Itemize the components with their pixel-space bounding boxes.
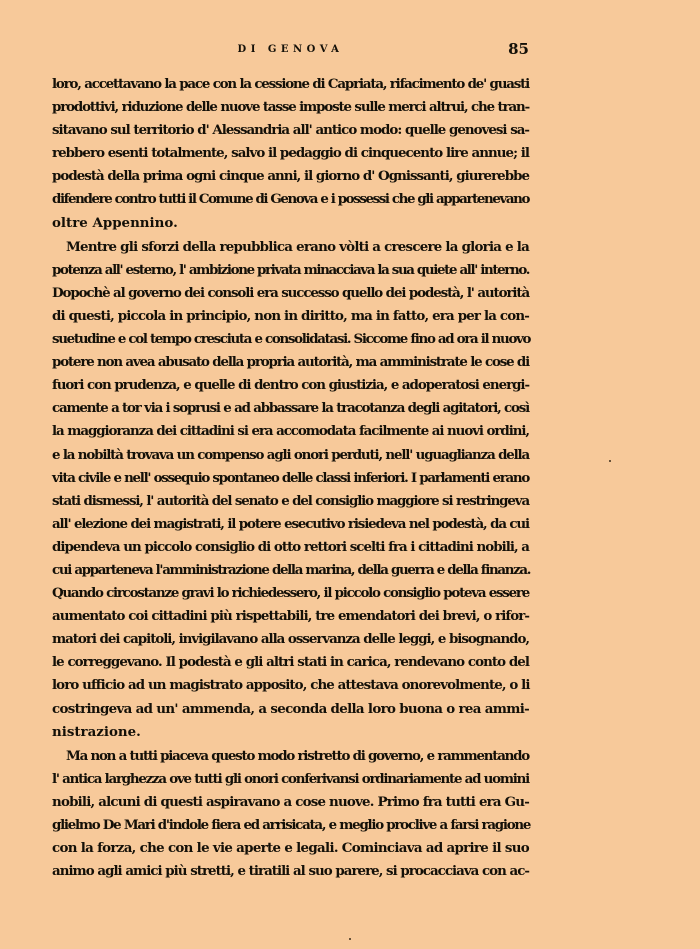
text-line: loro ufficio ad un magistrato apposito, che attestava onorevolmente, o li <box>52 677 530 694</box>
text-line: oltre Appennino. <box>52 214 178 231</box>
text-line: podestà della prima ogni cinque anni, il giorno d' Ognissanti, giurerebbe <box>52 168 530 185</box>
text-line: nistrazione. <box>52 723 141 740</box>
text-line: camente a tor via i soprusi e ad abbassare la tracotanza degli agitatori, così <box>52 400 529 417</box>
text-line: suetudine e col tempo cresciuta e consolidatasi. Siccome fino ad ora il nuovo <box>52 331 531 348</box>
text-line: Ma non a tutti piaceva questo modo ristretto di governo, e rammentando <box>66 747 529 764</box>
text-line: dipendeva un piccolo consiglio di otto rettori scelti fra i cittadini nobili, a <box>52 538 529 555</box>
body-text <box>52 73 529 883</box>
text-line: Mentre gli sforzi della repubblica erano vòlti a crescere la gloria e la <box>66 238 529 255</box>
text-line: Quando circostanze gravi lo richiedessero, il piccolo consiglio poteva essere <box>52 585 529 602</box>
text-line: fuori con prudenza, e quelle di dentro con giustizia, e adoperatosi energi- <box>52 377 529 394</box>
paragraph-3 <box>52 745 529 884</box>
text-line: costringeva ad un' ammenda, a seconda della loro buona o rea ammi- <box>52 700 530 717</box>
text-line: le correggevano. Il podestà e gli altri stati in carica, rendevano conto del <box>52 654 529 671</box>
text-line: prodottivi, riduzione delle nuove tasse imposte sulle merci altrui, che tran- <box>52 99 530 116</box>
text-line: matori dei capitoli, invigilavano alla osservanza delle leggi, e bisognando, <box>52 631 530 648</box>
text-line: la maggioranza dei cittadini si era accomodata facilmente ai nuovi ordini, <box>52 423 530 440</box>
scan-speck <box>609 460 611 462</box>
text-line: glielmo De Mari d'indole fiera ed arrisicata, e meglio proclive a farsi ragione <box>52 817 531 833</box>
text-line: rebbero esenti totalmente, salvo il pedaggio di cinquecento lire annue; il <box>52 145 530 162</box>
running-head <box>52 40 529 62</box>
text-line: nobili, alcuni di questi aspiravano a cose nuove. Primo fra tutti era Gu- <box>52 793 530 810</box>
paragraph-1 <box>52 73 529 235</box>
text-line: stati dismessi, l' autorità del senato e del consiglio maggiore si restringeva <box>52 492 529 509</box>
page-number: 85 <box>508 40 529 58</box>
text-line: all' elezione dei magistrati, il potere esecutivo risiedeva nel podestà, da cui <box>52 515 529 532</box>
text-line: aumentato coi cittadini più rispettabili, tre emendatori dei brevi, o rifor- <box>52 608 529 625</box>
text-line: potere non avea abusato della propria autorità, ma amministrate le cose di <box>52 354 530 371</box>
text-line: potenza all' esterno, l' ambizione privata minacciava la sua quiete all' interno. <box>52 261 529 278</box>
scan-speck <box>349 938 351 940</box>
text-line: vita civile e nell' ossequio spontaneo delle classi inferiori. I parlamenti erano <box>52 469 529 486</box>
paragraph-2 <box>52 236 529 744</box>
text-line: difendere contro tutti il Comune di Genova e i possessi che gli appartenevano <box>52 191 530 208</box>
text-line: di questi, piccola in principio, non in diritto, ma in fatto, era per la con- <box>52 307 529 324</box>
text-line: loro, accettavano la pace con la cessione di Capriata, rifacimento de' guasti <box>52 76 530 92</box>
text-line: con la forza, che con le vie aperte e legali. Cominciava ad aprire il suo <box>52 840 529 857</box>
text-line: animo agli amici più stretti, e tiratili al suo parere, si procacciava con ac- <box>52 863 530 880</box>
text-line: sitavano sul territorio d' Alessandria all' antico modo: quelle genovesi sa- <box>52 122 529 139</box>
text-line: e la nobiltà trovava un compenso agli onori perduti, nell' uguaglianza della <box>52 446 529 463</box>
text-line: Dopochè al governo dei consoli era successo quello dei podestà, l' autorità <box>52 284 530 301</box>
text-line: l' antica larghezza ove tutti gli onori conferivansi ordinariamente ad uomini <box>52 770 529 787</box>
running-title: DI GENOVA <box>237 44 344 55</box>
text-line: cui apparteneva l'amministrazione della marina, della guerra e della finanza. <box>52 561 531 578</box>
